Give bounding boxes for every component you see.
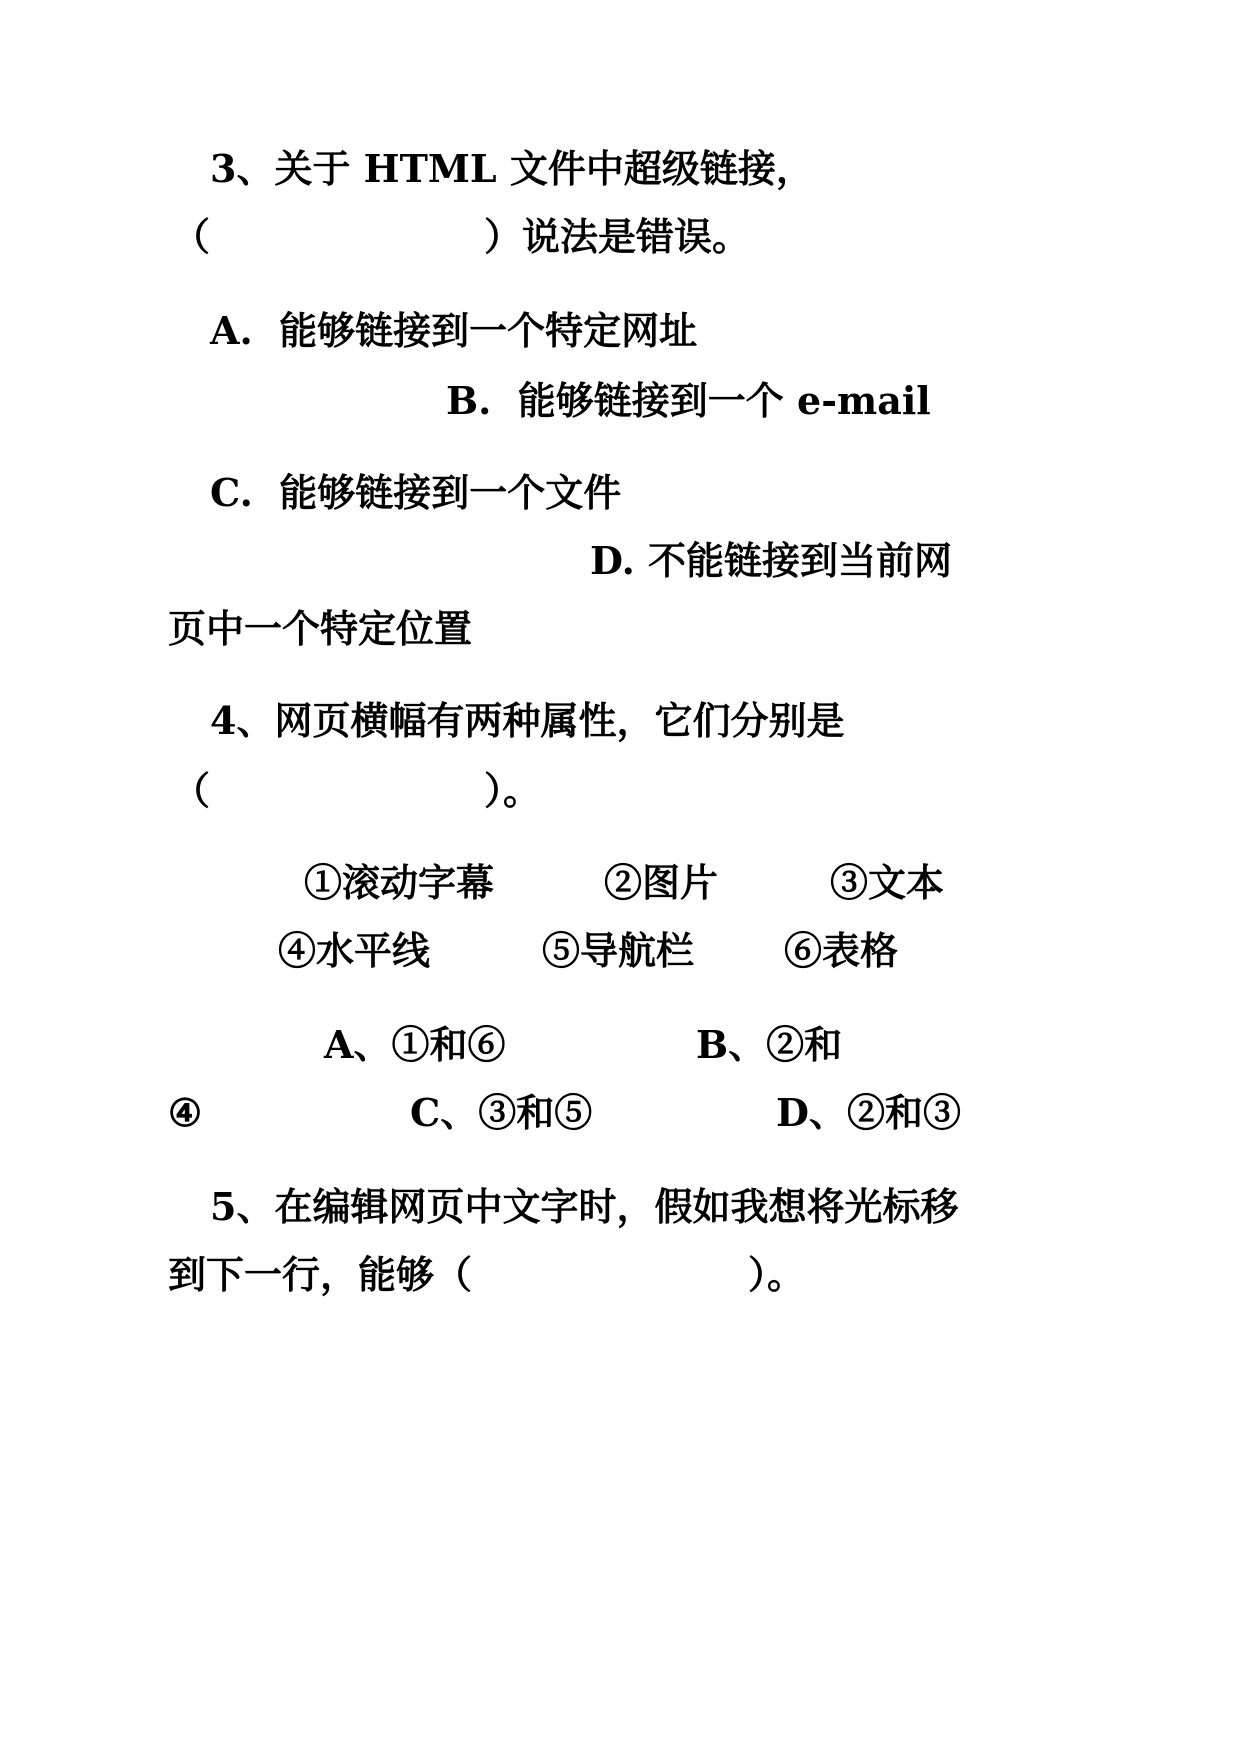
q4-option-c: C、③和⑤ [410,1090,593,1135]
q4-item-6: ⑥表格 [784,928,899,973]
q4-item-4: ④水平线 [278,928,431,973]
q4-option-b-line-2: ④ [168,1090,203,1135]
q3-answer-open-paren: （ [172,214,211,259]
q5-stem-line-1: 5、在编辑网页中文字时，假如我想将光标移 [210,1184,959,1229]
q4-answer-open-paren: （ [172,768,211,813]
q3-option-b: B. 能够链接到一个 e-mail [446,378,931,423]
q3-option-d-line-2: 页中一个特定位置 [168,606,473,651]
q4-item-5: ⑤导航栏 [542,928,695,973]
q3-stem-line-1: 3、关于 HTML 文件中超级链接， [210,146,814,191]
q4-option-a: A、①和⑥ [324,1022,506,1067]
q4-item-2: ②图片 [604,860,719,905]
q3-option-a: A. 能够链接到一个特定网址 [210,308,698,353]
q3-stem-line-2: ）说法是错误。 [484,214,751,259]
q3-option-d-line-1: D. 不能链接到当前网 [590,538,953,583]
q4-item-1: ①滚动字幕 [304,860,495,905]
q4-option-b-line-1: B、②和 [696,1022,843,1067]
q5-answer-close-paren: ）。 [748,1252,806,1297]
q4-answer-close-paren: ）。 [484,768,542,813]
q3-option-c: C. 能够链接到一个文件 [210,470,622,515]
q4-stem-line-1: 4、网页横幅有两种属性，它们分别是 [210,698,845,743]
q4-option-d: D、②和③ [776,1090,961,1135]
q5-stem-line-2: 到下一行，能够（ [168,1252,473,1297]
q4-item-3: ③文本 [830,860,945,905]
